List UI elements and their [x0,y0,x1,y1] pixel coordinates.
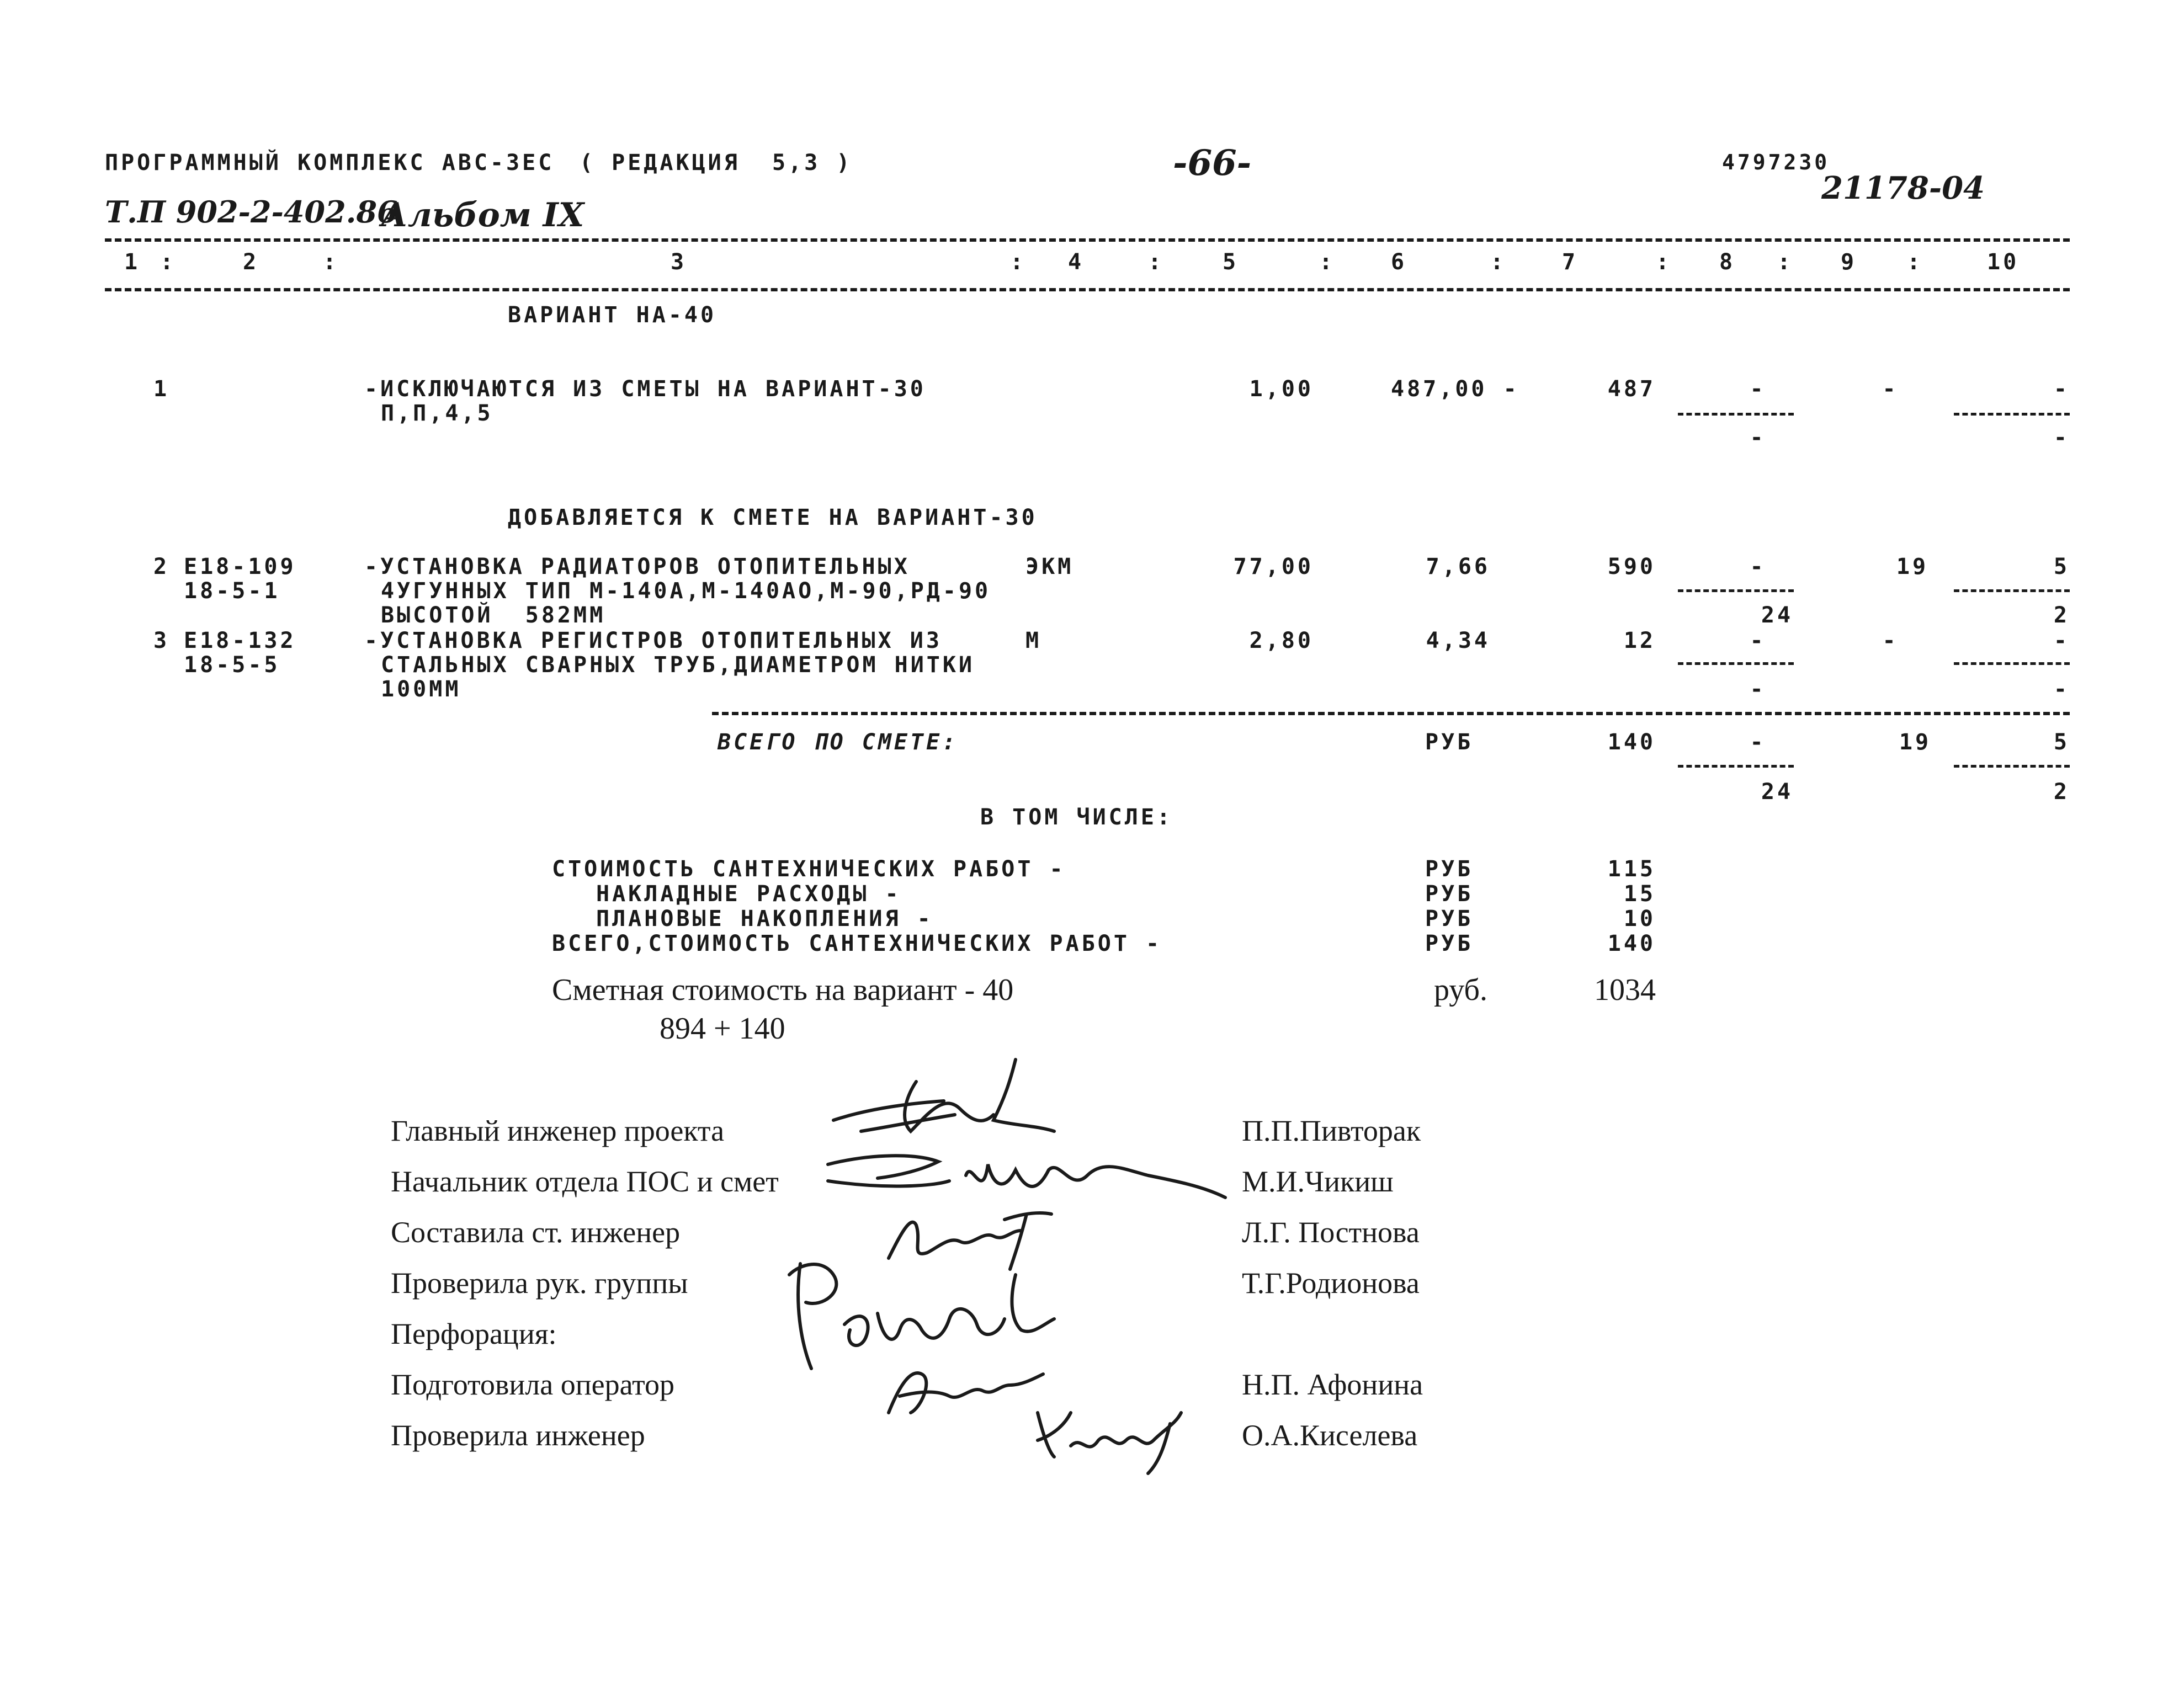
column-separator: : [1010,249,1027,275]
breakdown-label: СТОИМОСТЬ САНТЕХНИЧЕСКИХ РАБОТ - [552,856,1066,882]
breakdown-value: 115 [1607,856,1656,882]
row-description: -УСТАНОВКА РАДИАТОРОВ ОТОПИТЕЛЬНЫХ [364,554,910,579]
row-total: 12 [1623,628,1656,653]
document-code: 4797230 [1722,150,1830,174]
estimate-label: Сметная стоимость на вариант - 40 [552,973,1014,1007]
row-unit-price: 4,34 [1426,628,1490,653]
breakdown-unit: РУБ [1425,881,1474,907]
row-quantity: 2,80 [1249,628,1314,653]
row-col10-top: - [2053,376,2070,402]
row-unit: М [1025,628,1042,653]
document-number: 21178-04 [1821,170,1985,206]
signature-role: Проверила инженер [391,1419,645,1452]
total-unit: РУБ [1425,730,1474,755]
breakdown-value: 140 [1607,931,1656,956]
column-separator: : [1656,249,1672,275]
header-bottom-rule [105,288,2070,291]
breakdown-label: ВСЕГО,СТОИМОСТЬ САНТЕХНИЧЕСКИХ РАБОТ - [552,931,1162,956]
breakdown-unit: РУБ [1425,856,1474,882]
signature-scrawl-department-head [817,1137,1236,1214]
column-number: 3 [671,249,687,275]
header-top-rule [105,238,2070,242]
row-description: -УСТАНОВКА РЕГИСТРОВ ОТОПИТЕЛЬНЫХ ИЗ [364,628,942,653]
column-number: 9 [1841,249,1857,275]
row-unit-price: 487,00 - [1391,376,1519,402]
section-title: ДОБАВЛЯЕТСЯ К СМЕТЕ НА ВАРИАНТ-30 [508,505,1038,530]
row-quantity: 77,00 [1233,554,1314,579]
column-separator: : [323,249,339,275]
column-number: 6 [1391,249,1407,275]
signature-name: О.А.Киселева [1242,1419,1418,1452]
column-number: 4 [1068,249,1085,275]
project-reference: Т.П 902-2-402.86 [105,194,398,230]
total-col8-top: - [1750,730,1766,755]
total-col9: 19 [1899,730,1932,755]
row-unit-price: 7,66 [1426,554,1490,579]
column-number: 10 [1987,249,2020,275]
row-unit: ЭКМ [1025,554,1074,579]
column-separator: : [1490,249,1507,275]
row-col10-divider [1954,662,2070,665]
row-description: СТАЛЬНЫХ СВАРНЫХ ТРУБ,ДИАМЕТРОМ НИТКИ [381,652,975,678]
breakdown-unit: РУБ [1425,906,1474,932]
row-col8-bottom: - [1750,425,1766,450]
row-code: Е18-132 [184,628,296,653]
column-number: 7 [1562,249,1579,275]
total-col8-divider [1678,765,1794,768]
column-number: 1 [124,249,141,275]
row-col9: - [1882,628,1899,653]
total-value: 140 [1607,730,1656,755]
column-separator: : [160,249,177,275]
breakdown-unit: РУБ [1425,931,1474,956]
row-code: Е18-109 [184,554,296,579]
row-total: 590 [1607,554,1656,579]
program-title: ПРОГРАММНЫЙ КОМПЛЕКС АВС-3ЕС [105,150,555,175]
signature-role: Начальник отдела ПОС и смет [391,1165,779,1198]
row-col8-top: - [1750,554,1766,579]
signature-name: Н.П. Афонина [1242,1368,1423,1401]
column-separator: : [1319,249,1336,275]
row-number: 1 [153,376,170,402]
row-total: 487 [1607,376,1656,402]
program-edition: ( РЕДАКЦИЯ 5,3 ) [580,150,853,175]
signature-role: Главный инженер проекта [391,1114,725,1147]
breakdown-title: В ТОМ ЧИСЛЕ: [980,805,1173,830]
row-col8-top: - [1750,628,1766,653]
total-col10-divider [1954,765,2070,768]
signature-name: П.П.Пивторак [1242,1114,1421,1147]
estimate-unit: руб. [1434,973,1488,1007]
column-number: 5 [1223,249,1239,275]
row-description: ВЫСОТОЙ 582ММ [381,603,606,628]
row-description: -ИСКЛЮЧАЮТСЯ ИЗ СМЕТЫ НА ВАРИАНТ-30 [364,376,926,402]
row-col10-bottom: - [2053,677,2070,702]
breakdown-value: 15 [1623,881,1656,907]
estimate-value: 1034 [1594,973,1656,1007]
signature-role: Проверила рук. группы [391,1266,688,1300]
row-number: 3 [153,628,170,653]
row-col8-bottom: 24 [1761,603,1794,628]
breakdown-label: НАКЛАДНЫЕ РАСХОДЫ - [596,881,901,907]
row-code: 18-5-1 [184,578,280,604]
signature-name: М.И.Чикиш [1242,1165,1394,1198]
column-number: 2 [243,249,259,275]
section-title: ВАРИАНТ НА-40 [508,302,717,328]
breakdown-label: ПЛАНОВЫЕ НАКОПЛЕНИЯ - [596,906,933,932]
signature-role: Составила ст. инженер [391,1216,681,1249]
signature-scrawl-checking-engineer [1027,1391,1192,1479]
row-col8-divider [1678,589,1794,592]
row-col8-divider [1678,662,1794,665]
column-separator: : [1777,249,1794,275]
signature-role: Перфорация: [391,1317,557,1350]
row-col8-bottom: - [1750,677,1766,702]
total-col10-bottom: 2 [2053,779,2070,805]
total-col10-top: 5 [2053,730,2070,755]
estimate-formula: 894 + 140 [660,1012,785,1046]
column-number: 8 [1719,249,1736,275]
page-number: -66- [1173,142,1252,184]
signature-role: Подготовила оператор [391,1368,675,1401]
album-label: Альбом IX [381,196,584,235]
row-description: 100ММ [381,677,461,702]
row-col10-top: 5 [2053,554,2070,579]
total-rule [712,712,2070,715]
row-col10-top: - [2053,628,2070,653]
row-quantity: 1,00 [1249,376,1314,402]
total-col8-bottom: 24 [1761,779,1794,805]
column-separator: : [1148,249,1165,275]
signature-name: Т.Г.Родионова [1242,1266,1420,1300]
row-col8-divider [1678,413,1794,416]
row-col8-top: - [1750,376,1766,402]
row-number: 2 [153,554,170,579]
row-col10-divider [1954,589,2070,592]
row-description: 4УГУННЫХ ТИП М-140А,М-140АО,М-90,РД-90 [381,578,991,604]
column-separator: : [1907,249,1923,275]
row-description: П,П,4,5 [381,401,493,426]
breakdown-value: 10 [1623,906,1656,932]
signature-name: Л.Г. Постнова [1242,1216,1420,1249]
row-col10-divider [1954,413,2070,416]
row-code: 18-5-5 [184,652,280,678]
row-col10-bottom: - [2053,425,2070,450]
row-col9: 19 [1896,554,1929,579]
row-col9: - [1882,376,1899,402]
total-label: ВСЕГО ПО СМЕТЕ: [718,730,959,755]
row-col10-bottom: 2 [2053,603,2070,628]
